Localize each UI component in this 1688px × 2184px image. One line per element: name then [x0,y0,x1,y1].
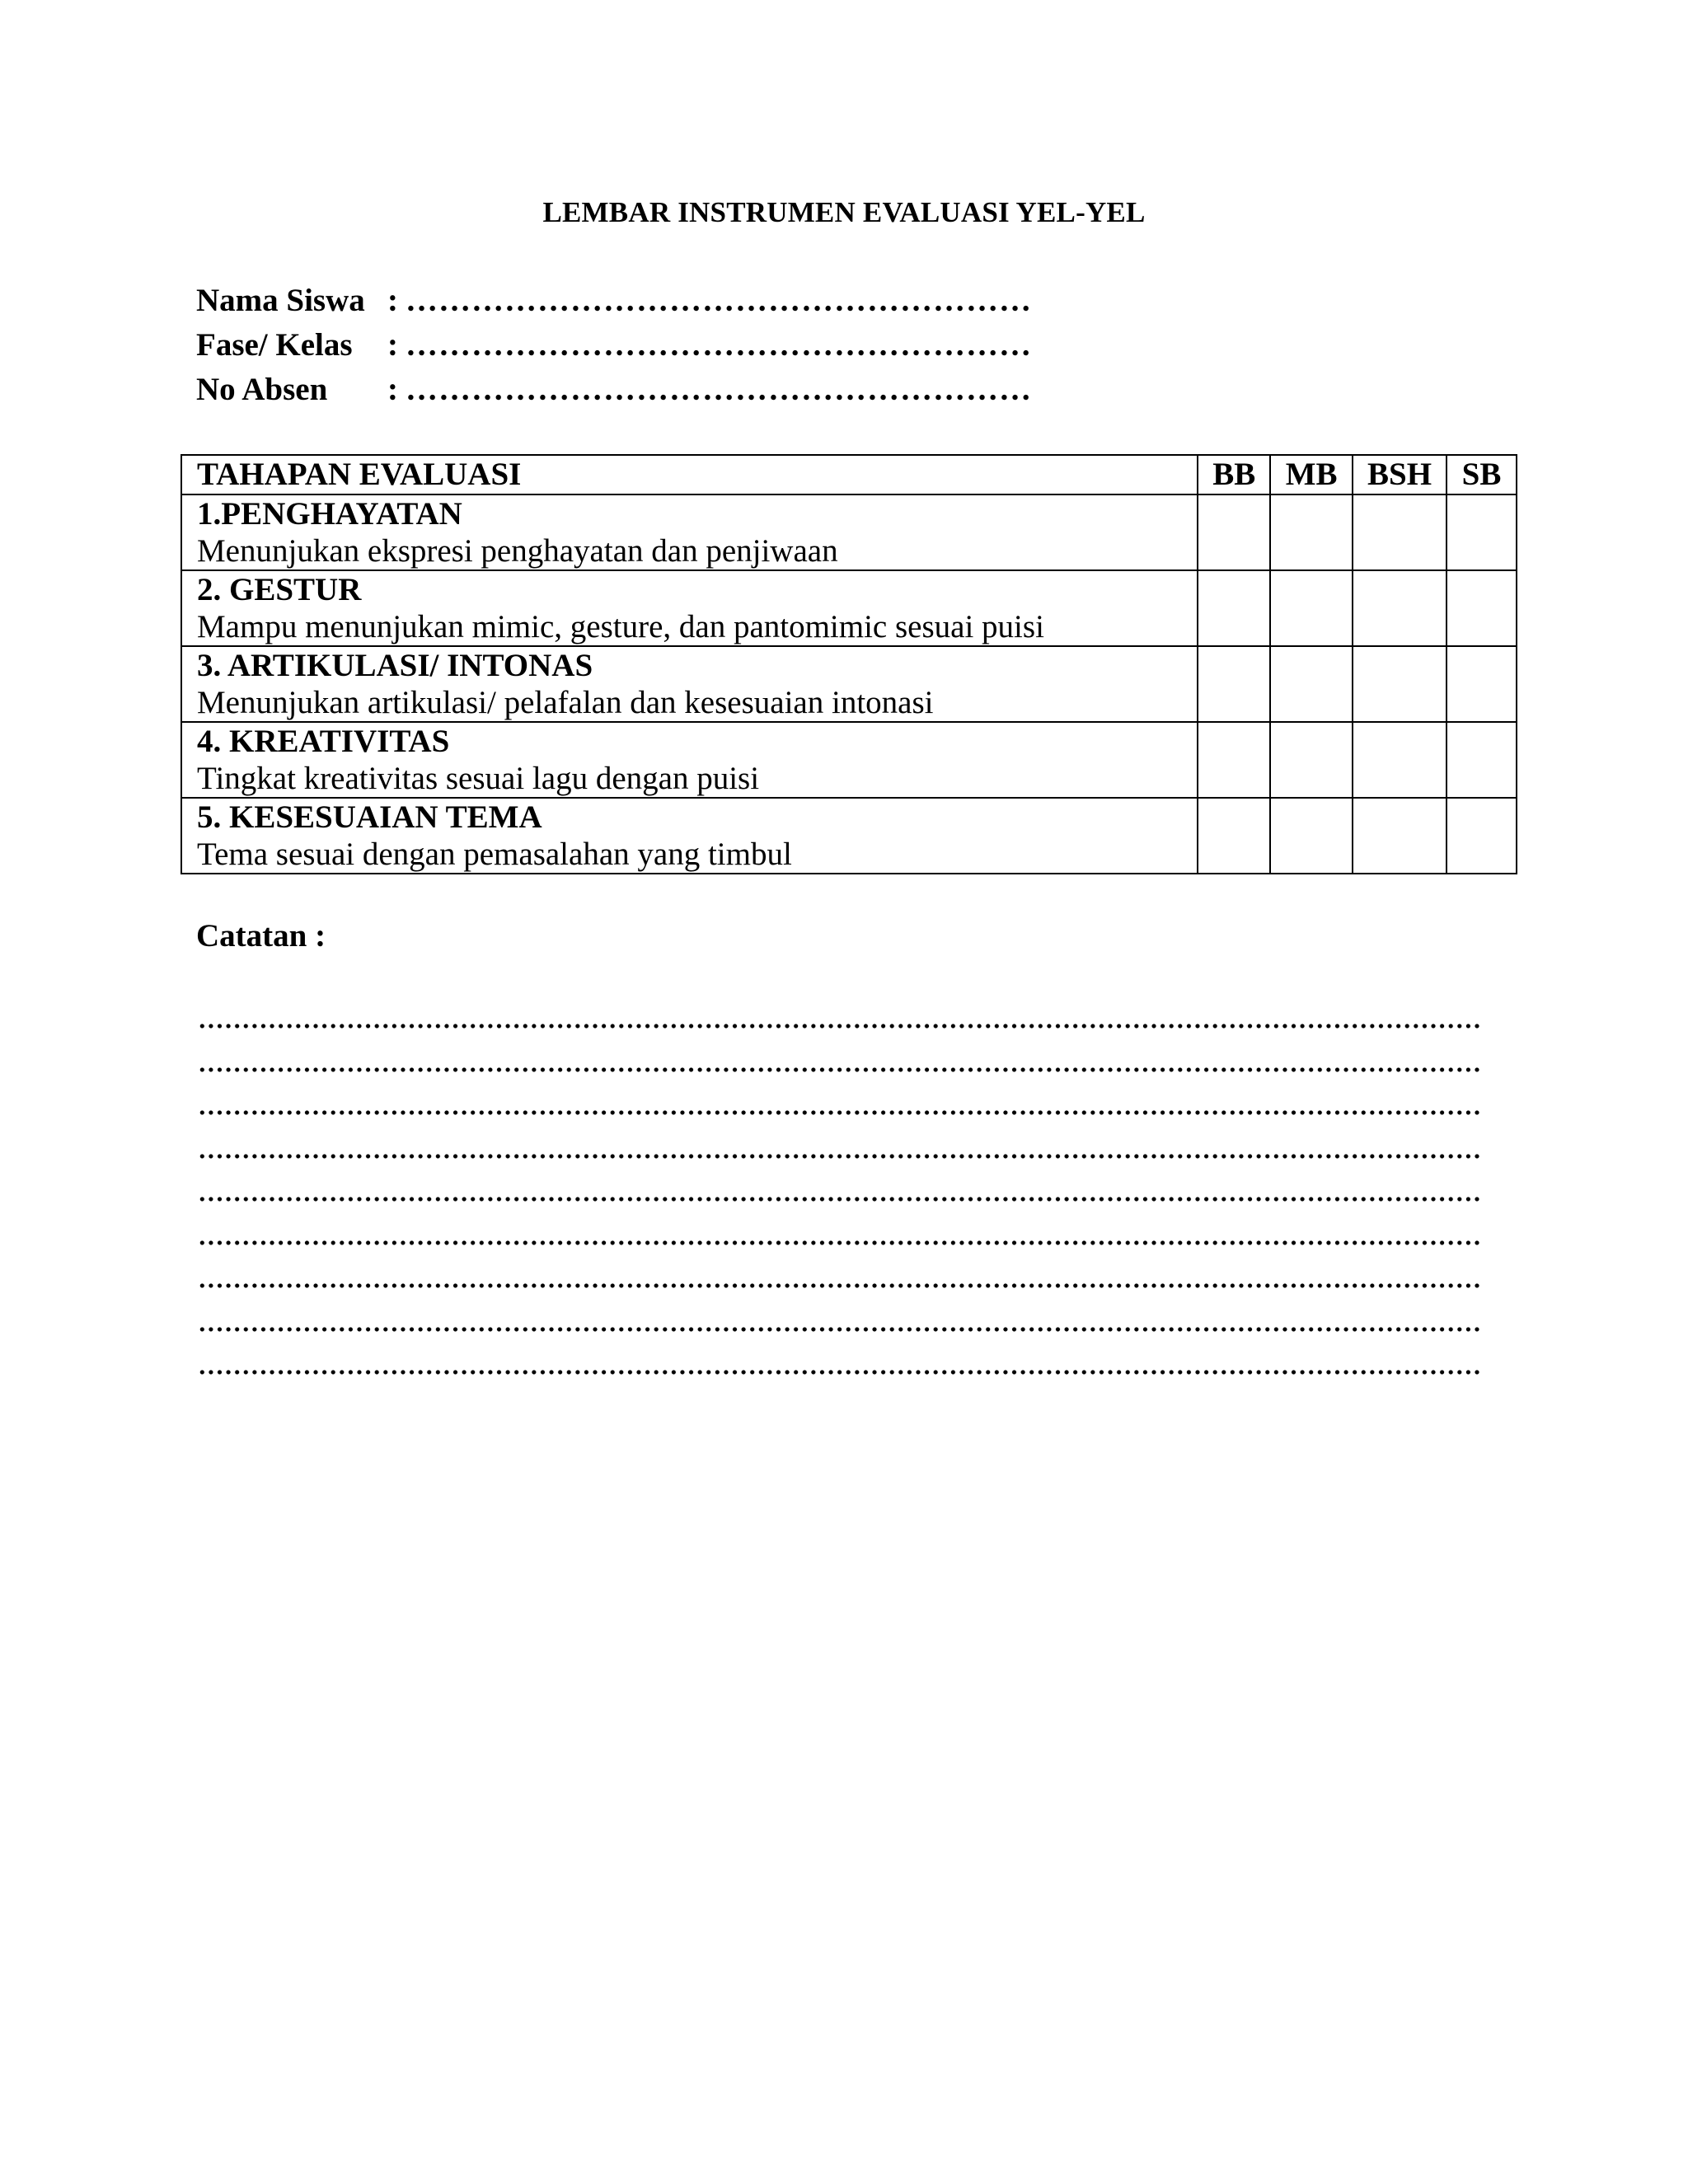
header-score-bb: BB [1198,455,1270,494]
note-blank-line[interactable] [196,1094,1482,1137]
note-blank-line[interactable] [196,1180,1482,1224]
aspect-cell [181,570,1198,646]
header-score-bsh: BSH [1353,455,1447,494]
aspect-cell [181,722,1198,798]
score-cell-sb[interactable] [1447,646,1517,722]
aspect-description: Menunjukan ekspresi penghayatan dan penjiwaan [197,533,838,569]
score-cell-bsh[interactable] [1353,494,1447,570]
header-score-mb: MB [1270,455,1353,494]
identity-separator: : [387,372,398,407]
score-cell-sb[interactable] [1447,722,1517,798]
score-cell-bsh[interactable] [1353,722,1447,798]
table-row [181,570,1517,646]
score-cell-mb[interactable] [1270,646,1353,722]
aspect-description: Mampu menunjukan mimic, gesture, dan pantomimic sesuai puisi [197,609,1044,644]
score-cell-bb[interactable] [1198,494,1270,570]
table-row [181,722,1517,798]
identity-blank-field[interactable]: ………………………………………………… [406,327,1032,363]
identity-separator: : [387,327,398,363]
identity-row-fase-kelas [196,323,1032,368]
score-cell-sb[interactable] [1447,570,1517,646]
table-row [181,798,1517,874]
note-blank-line[interactable] [196,1224,1482,1268]
score-cell-mb[interactable] [1270,722,1353,798]
aspect-cell [181,494,1198,570]
identity-section [196,279,1032,412]
note-blank-line[interactable] [196,1310,1482,1354]
score-cell-mb[interactable] [1270,570,1353,646]
score-cell-bb[interactable] [1198,570,1270,646]
aspect-title: 1.PENGHAYATAN [197,496,462,532]
table-row [181,494,1517,570]
evaluation-table [181,454,1517,874]
score-cell-sb[interactable] [1447,798,1517,874]
score-cell-bb[interactable] [1198,798,1270,874]
notes-lines[interactable] [196,1007,1482,1397]
score-cell-mb[interactable] [1270,798,1353,874]
note-blank-line[interactable] [196,1137,1482,1181]
notes-label: Catatan : [196,918,326,954]
aspect-description: Menunjukan artikulasi/ pelafalan dan kesesuaian intonasi [197,685,934,720]
score-cell-bsh[interactable] [1353,798,1447,874]
note-blank-line[interactable] [196,1267,1482,1310]
aspect-title: 2. GESTUR [197,572,362,607]
aspect-cell [181,646,1198,722]
identity-label: Fase/ Kelas [196,327,353,363]
score-cell-sb[interactable] [1447,494,1517,570]
score-cell-bb[interactable] [1198,722,1270,798]
identity-label: Nama Siswa [196,283,365,318]
score-cell-bb[interactable] [1198,646,1270,722]
page-title: LEMBAR INSTRUMEN EVALUASI YEL-YEL [542,196,1146,228]
table-header-row [181,455,1517,494]
score-cell-bsh[interactable] [1353,646,1447,722]
aspect-description: Tingkat kreativitas sesuai lagu dengan puisi [197,761,760,796]
note-blank-line[interactable] [196,1353,1482,1397]
note-blank-line[interactable] [196,1051,1482,1094]
header-score-sb: SB [1447,455,1517,494]
aspect-title: 5. KESESUAIAN TEMA [197,799,542,835]
identity-separator: : [387,283,398,318]
note-blank-line[interactable] [196,1007,1482,1051]
header-stage: TAHAPAN EVALUASI [181,455,1198,494]
identity-blank-field[interactable]: ………………………………………………… [406,283,1032,318]
identity-row-nama-siswa [196,279,1032,323]
aspect-cell [181,798,1198,874]
aspect-description: Tema sesuai dengan pemasalahan yang timbul [197,837,792,872]
aspect-title: 4. KREATIVITAS [197,724,450,759]
identity-row-no-absen [196,368,1032,412]
score-cell-bsh[interactable] [1353,570,1447,646]
table-row [181,646,1517,722]
aspect-title: 3. ARTIKULASI/ INTONAS [197,648,593,683]
identity-blank-field[interactable]: ………………………………………………… [406,372,1032,407]
score-cell-mb[interactable] [1270,494,1353,570]
identity-label: No Absen [196,372,328,407]
